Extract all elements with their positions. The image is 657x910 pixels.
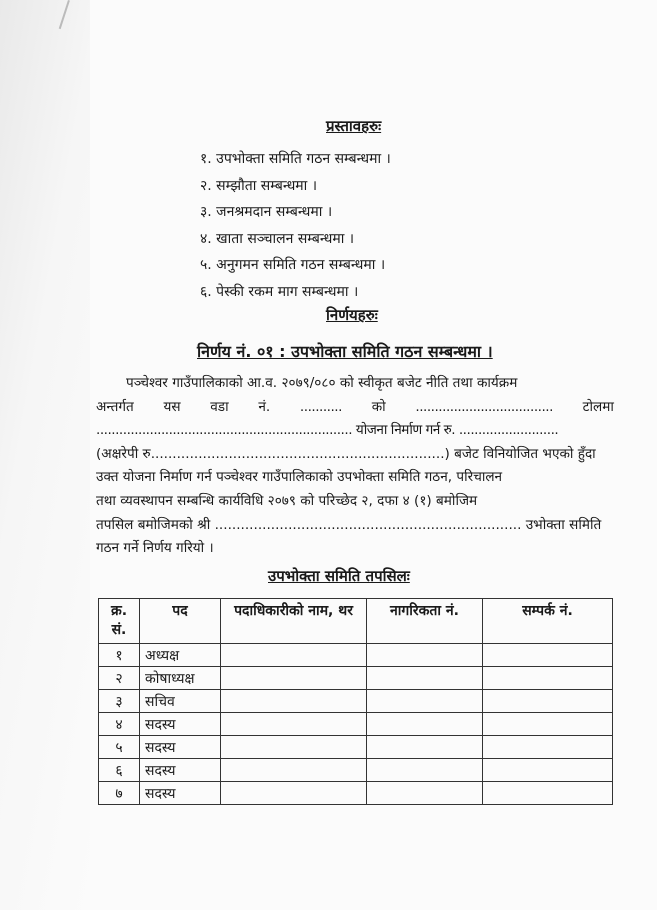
cell-contact [483, 736, 613, 759]
paragraph-line: ................................................................... योजना निर्माण गर्न रु. .......................... [96, 422, 559, 439]
proposals-list [200, 146, 391, 306]
cell-name [221, 713, 367, 736]
cell-sn: २ [99, 667, 140, 690]
line-word: टोलमा [582, 398, 614, 415]
cell-sn: ७ [99, 782, 140, 805]
table-row [99, 736, 613, 759]
cell-citizenship [367, 736, 483, 759]
cell-name [221, 759, 367, 782]
committee-heading: उपभोक्ता समिति तपसिलः [268, 567, 410, 585]
cell-contact [483, 644, 613, 667]
list-item: ३. जनश्रमदान सम्बन्धमा । [200, 204, 333, 221]
cell-post: कोषाध्यक्ष [140, 667, 221, 690]
list-item: २. सम्झौता सम्बन्धमा । [200, 177, 318, 194]
decisions-heading: निर्णयहरुः [326, 306, 378, 324]
cell-sn: ५ [99, 736, 140, 759]
table-row [99, 667, 613, 690]
table-row [99, 782, 613, 805]
table-row [99, 759, 613, 782]
cell-post: सदस्य [140, 713, 221, 736]
line-word: वडा [210, 398, 229, 415]
cell-name [221, 690, 367, 713]
cell-sn: ६ [99, 759, 140, 782]
cell-sn: १ [99, 644, 140, 667]
cell-name [221, 782, 367, 805]
cell-contact [483, 782, 613, 805]
cell-citizenship [367, 759, 483, 782]
cell-citizenship [367, 667, 483, 690]
committee-table [98, 598, 613, 805]
cell-citizenship [367, 690, 483, 713]
cell-sn: ३ [99, 690, 140, 713]
header-citizenship: नागरिकता नं. [367, 599, 483, 644]
paragraph-line: तथा व्यवस्थापन सम्बन्धि कार्यविधि २०७९ को परिच्छेद २, दफा ४ (१) बमोजिम [96, 492, 478, 509]
cell-citizenship [367, 644, 483, 667]
line-word: नं. [258, 398, 271, 415]
cell-post: सदस्य [140, 782, 221, 805]
header-name: पदाधिकारीको नाम, थर [221, 599, 367, 644]
paragraph-line [96, 396, 614, 420]
table-row [99, 644, 613, 667]
fill-blank: ........... [299, 398, 342, 415]
list-item: ४. खाता सञ्चालन सम्बन्धमा । [200, 230, 355, 247]
table-row [99, 690, 613, 713]
list-item: ५. अनुगमन समिति गठन सम्बन्धमा । [200, 257, 386, 274]
decision-title: निर्णय नं. ०१ : उपभोक्ता समिति गठन सम्बन्धमा । [197, 342, 493, 361]
page-fold-shadow [0, 0, 90, 910]
paragraph-line: तपसिल बमोजिमको श्री ....................................................................... उभोक्ता समिति [96, 516, 602, 533]
cell-name [221, 736, 367, 759]
cell-citizenship [367, 713, 483, 736]
list-item: ६. पेस्की रकम माग सम्बन्धमा । [200, 283, 359, 300]
fill-blank: .................................... [415, 398, 553, 415]
cell-post: सचिव [140, 690, 221, 713]
cell-contact [483, 759, 613, 782]
header-post: पद [140, 599, 221, 644]
cell-contact [483, 690, 613, 713]
table-header-row [99, 599, 613, 644]
paragraph-line: पञ्चेश्वर गाउँपालिकाको आ.व. २०७९/०८० को स्वीकृत बजेट नीति तथा कार्यक्रम [126, 375, 518, 391]
table-row [99, 713, 613, 736]
cell-post: सदस्य [140, 736, 221, 759]
cell-post: सदस्य [140, 759, 221, 782]
line-word: को [371, 398, 386, 415]
line-word: अन्तर्गत [96, 398, 134, 415]
paragraph-line: उक्त योजना निर्माण गर्न पञ्चेश्वर गाउँपालिकाको उपभोक्ता समिति गठन, परिचालन [96, 469, 503, 486]
header-contact: सम्पर्क नं. [483, 599, 613, 644]
cell-sn: ४ [99, 713, 140, 736]
line-word: यस [163, 398, 181, 415]
paragraph-line: गठन गर्ने निर्णय गरियो । [96, 540, 214, 557]
cell-citizenship [367, 782, 483, 805]
header-sn: क्र. सं. [99, 599, 140, 644]
list-item: १. उपभोक्ता समिति गठन सम्बन्धमा । [200, 151, 391, 167]
decision-paragraph [96, 372, 614, 561]
cell-name [221, 644, 367, 667]
proposals-heading: प्रस्तावहरुः [326, 117, 382, 135]
cell-contact [483, 713, 613, 736]
cell-name [221, 667, 367, 690]
cell-post: अध्यक्ष [140, 644, 221, 667]
paragraph-line: (अक्षरेपी रु....................................................................) बजेट विनियोजित भएको हुँदा [96, 445, 596, 462]
cell-contact [483, 667, 613, 690]
